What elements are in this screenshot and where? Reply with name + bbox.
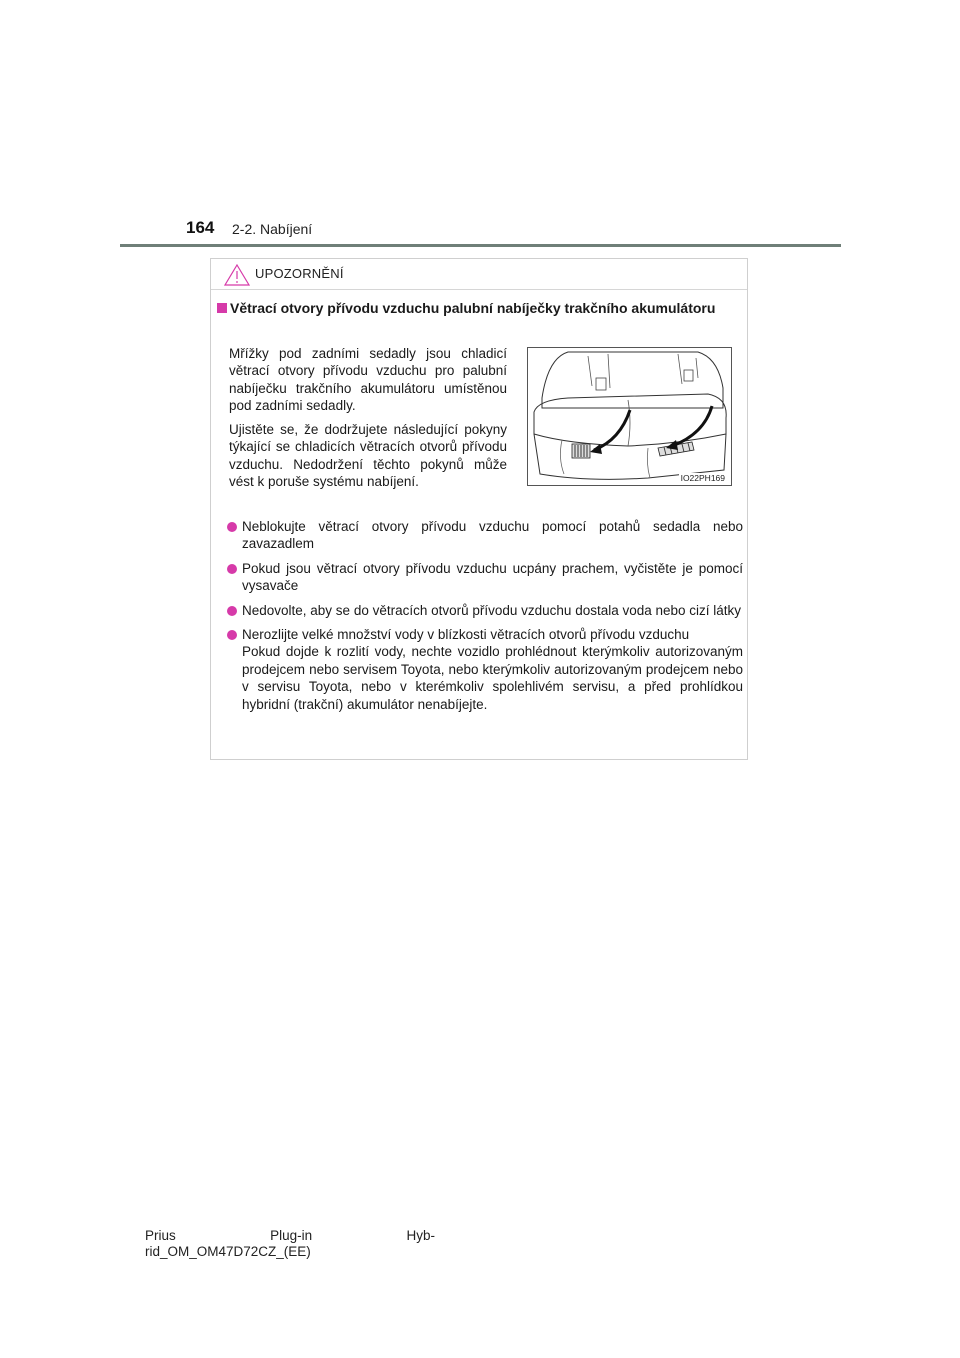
list-item-text: Pokud jsou větrací otvory přívodu vzduchu ucpány prachem, vyčistěte je pomocí vysavače (242, 560, 743, 594)
list-item (225, 602, 743, 619)
intro-paragraph: Mřížky pod zadními sedadly jsou chladicí větrací otvory přívodu vzduchu pro palubní nabíječku trakčního akumulátoru umístěnou pod zadními sedadly. (229, 346, 507, 414)
left-vent-grille (572, 444, 590, 458)
list-item-text: Neblokujte větrací otvory přívodu vzduchu pomocí potahů sedadla nebo zavazadlem (242, 519, 743, 552)
bullet-dot-icon (227, 606, 237, 616)
document-footer (145, 1228, 435, 1260)
page-number: 164 (186, 218, 215, 237)
footer-line-2: rid_OM_OM47D72CZ_(EE) (145, 1244, 311, 1259)
caution-heading (217, 299, 743, 317)
caution-heading-text: Větrací otvory přívodu vzduchu palubní nabíječky trakčního akumulátoru (230, 300, 716, 316)
header-rule (120, 244, 841, 247)
list-item-text: Nerozlijte velké množství vody v blízkosti větracích otvorů přívodu vzduchu (242, 627, 690, 643)
caution-label: UPOZORNĚNÍ (255, 266, 344, 281)
warning-triangle-icon (224, 264, 250, 286)
instructions-paragraph: Ujistěte se, že dodržujete následující pokyny týkající se chladicích větracích otvorů přívodu vzduchu. Nedodržení těchto pokynů může vést k poruše systému nabíjení. (229, 422, 507, 490)
section-title: 2-2. Nabíjení (232, 221, 313, 237)
list-item (225, 518, 743, 553)
bullet-list (225, 518, 743, 720)
bullet-dot-icon (227, 522, 237, 532)
rear-seat-vent-figure (527, 347, 732, 486)
square-bullet-icon (217, 303, 227, 313)
footer-line-1: Prius Plug-in Hyb- (145, 1228, 435, 1243)
bullet-dot-icon (227, 630, 237, 640)
caution-header (211, 259, 747, 290)
caution-box (210, 258, 748, 760)
list-item (225, 560, 743, 595)
list-item-subtext: Pokud dojde k rozlití vody, nechte vozidlo prohlédnout kterýmkoliv autorizovaným prodejcem nebo servisem Toyota, nebo kterýmkoliv autorizovaným prodejcem nebo v servisu Toyota, nebo v kterémkoliv spolehlivém servisu, a před prohlídkou hybridní (trakční) akumulátor nenabíjejte. (242, 644, 743, 712)
rear-seat-illustration (528, 348, 731, 485)
bullet-dot-icon (227, 564, 237, 574)
list-item (225, 626, 743, 713)
list-item-text: Nedovolte, aby se do větracích otvorů přívodu vzduchu dostala voda nebo cizí látky (242, 602, 742, 618)
figure-code: IO22PH169 (680, 473, 725, 483)
